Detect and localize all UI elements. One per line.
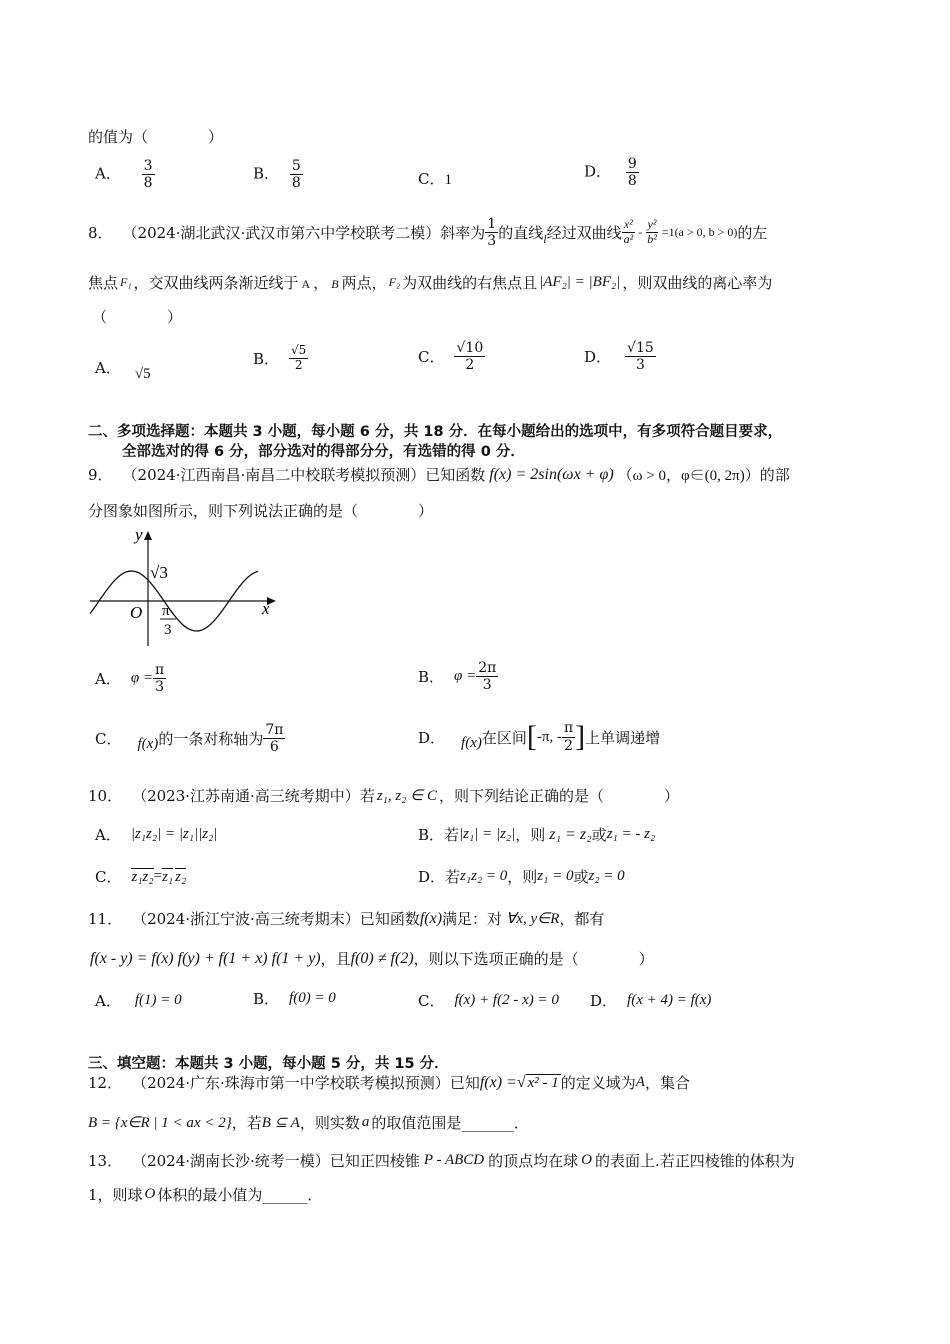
q13-line2	[88, 1184, 322, 1205]
option-label: C．	[418, 348, 445, 367]
q10-option-b	[418, 824, 655, 845]
q10-source: （2023·江苏南通·高三统考期中）	[132, 787, 360, 805]
option-label: D．	[590, 992, 618, 1010]
q11-equation: f(x - y) = f(x) f(y) + f(1 + x) f(1 + y)	[90, 949, 321, 967]
tick-num: π	[162, 603, 170, 619]
q8-option-d	[584, 340, 656, 373]
q10-cond: z₁, z₂ ∈ C	[376, 788, 438, 804]
line-var: l	[543, 232, 547, 247]
option-pre: 若	[445, 868, 461, 886]
option-label: A．	[95, 670, 121, 689]
hyp-b2: b²	[647, 232, 657, 247]
q11-line2	[90, 948, 654, 969]
q7-option-a	[95, 158, 155, 191]
q8-option-b	[253, 344, 308, 373]
q12-subset: B ⊆ A	[261, 1115, 300, 1131]
q10-line1	[88, 785, 679, 806]
option-label: A．	[95, 826, 121, 844]
q11-ineq: f(0) ≠ f(2)	[350, 949, 414, 967]
frac-den: 2	[294, 357, 303, 372]
frac-den: 8	[291, 175, 301, 192]
q9-sine-graph	[86, 522, 286, 648]
option-label: A．	[95, 164, 121, 183]
slope-den: 3	[487, 233, 497, 250]
q11-text4: ，且	[320, 950, 351, 968]
q11-option-b	[253, 988, 336, 1009]
y-label: y	[135, 525, 143, 544]
q11-func: f(x)	[419, 909, 443, 927]
option-label: C．	[418, 992, 445, 1010]
q8-text3: 经过双曲线	[546, 224, 622, 243]
option-lhs: f(x)	[461, 734, 482, 751]
q13-pyramid: P - ABCD	[423, 1152, 485, 1168]
q8-text4: 的左	[737, 224, 768, 243]
q13-line2b: 体积的最小值为______．	[157, 1186, 323, 1204]
frac-num: 5	[291, 158, 301, 174]
q11-number: 11．	[88, 910, 123, 928]
option-tail: 上单调递增	[585, 728, 661, 747]
option-label: B．	[418, 668, 445, 687]
hyp-x2: x²	[623, 217, 633, 232]
q12-text6: 的取值范围是_______．	[371, 1114, 529, 1132]
conj-z2: z₂	[175, 868, 187, 885]
q8-cond: |AF₂| = |BF₂|	[539, 274, 621, 290]
section-3-line1: 三、填空题：本题共 3 小题，每小题 5 分，共 15 分．	[88, 1056, 449, 1072]
q12-text2: 的定义域为	[560, 1074, 636, 1092]
q13-line2a: 1，则球	[88, 1186, 143, 1204]
q8-line2a: 焦点	[88, 274, 119, 292]
option-label: C．	[95, 730, 122, 749]
point-a: A	[301, 277, 311, 291]
frac-den: 8	[143, 175, 153, 192]
q9-source: （2024·江西南昌·南昌二中校联考模拟预测）	[122, 466, 426, 484]
option-or: 或	[591, 826, 607, 844]
frac-num: √10	[456, 340, 484, 356]
q8-line2c: 两点，	[341, 274, 387, 292]
frac-den: 6	[269, 739, 279, 756]
frac-num: 9	[627, 156, 637, 172]
q9-func: f(x) = 2sin(ωx + φ)	[489, 465, 614, 483]
frac-num: π	[155, 662, 165, 678]
conj-z1: z₁	[162, 868, 174, 885]
q7-option-c	[418, 168, 452, 189]
q8-text1: 斜率为	[440, 224, 486, 243]
hyp-rhs: =1(a > 0, b > 0)	[661, 225, 738, 240]
q12-text3: ，集合	[644, 1074, 690, 1092]
q11-text1: 已知函数	[359, 910, 420, 928]
q12-text4: ，若	[231, 1114, 262, 1132]
option-expr: |z₁| = |z₂|	[459, 826, 516, 842]
q10-option-c	[95, 866, 186, 887]
q8-option-c	[418, 340, 485, 373]
option-expr3: z₁ = - z₂	[606, 826, 656, 842]
option-pre: 若	[444, 826, 460, 844]
option-lhs: φ =	[130, 670, 154, 687]
q11-forall: ∀x, y∈R	[506, 911, 560, 927]
q10-number: 10．	[88, 787, 123, 805]
q12-set-a: A	[635, 1074, 645, 1090]
option-label: D．	[584, 162, 612, 181]
q9-line2: 分图象如图所示，则下列说法正确的是（ ）	[88, 502, 434, 520]
frac-num: 2π	[478, 660, 497, 676]
q13-sphere-o: O	[581, 1152, 592, 1168]
q11-text2: 满足：对	[442, 910, 503, 928]
option-label: D．	[418, 728, 446, 747]
option-label: B．	[253, 164, 280, 183]
q8-number: 8．	[88, 224, 113, 243]
q8-option-a	[95, 352, 151, 383]
q8-text2: 的直线	[498, 224, 544, 243]
f1: F₁	[120, 275, 132, 289]
intercept-label: √3	[150, 563, 168, 582]
q8-source: （2024·湖北武汉·武汉市第六中学校联考二模）	[122, 224, 441, 243]
q8-bracket: （ ）	[92, 308, 183, 326]
q11-line1	[88, 908, 604, 929]
origin-label: O	[130, 603, 143, 622]
option-lhs: f(x)	[137, 736, 159, 753]
q9-option-b	[418, 660, 498, 693]
q12-radicand: x² - 1	[527, 1074, 559, 1091]
frac-den: 8	[627, 173, 637, 190]
option-label: B．	[418, 826, 445, 844]
frac-den: 2	[465, 357, 475, 374]
frac-den: 3	[155, 679, 165, 696]
option-label: A．	[95, 359, 121, 377]
option-expr: f(1) = 0	[134, 992, 182, 1008]
option-value: √5	[134, 366, 151, 382]
q13-number: 13．	[88, 1152, 123, 1170]
q11-option-a	[95, 990, 182, 1011]
q7-option-d	[584, 156, 639, 189]
section-2-line1: 二、多项选择题：本题共 3 小题，每小题 6 分，共 18 分．在每小题给出的选项中，有多项符合题目要求，	[88, 424, 783, 440]
point-b: B	[331, 277, 339, 291]
q12-set-b: B = {x∈R | 1 < ax < 2}	[88, 1115, 232, 1131]
q8-line2	[88, 272, 772, 293]
q13-text1: 已知正四棱锥	[329, 1152, 420, 1170]
option-label: B．	[253, 349, 280, 368]
q8-line2e: ，则双曲线的离心率为	[622, 274, 773, 292]
q9-option-c	[95, 722, 285, 755]
q11-source: （2024·浙江宁波·高三统考期末）	[132, 910, 360, 928]
option-expr: f(0) = 0	[289, 990, 336, 1006]
hyp-y2: y²	[647, 217, 657, 232]
q10-text2: ，则下列结论正确的是（ ）	[439, 787, 680, 805]
q8-line2b: ，交双曲线两条渐近线于	[133, 274, 299, 292]
y-axis-arrow	[144, 531, 152, 540]
option-expr3: z₂ = 0	[588, 868, 625, 884]
option-expr: f(x) + f(2 - x) = 0	[454, 992, 559, 1008]
slope-num: 1	[487, 216, 497, 232]
frac-den: 3	[635, 357, 645, 374]
q12-text1: 已知	[449, 1074, 480, 1092]
q9-number: 9．	[88, 466, 113, 484]
q7-option-b	[253, 158, 303, 191]
q9-text2: 的部	[759, 466, 790, 484]
frac-num: √5	[291, 343, 307, 357]
q10-option-d	[418, 866, 625, 887]
option-or: 或	[573, 868, 589, 886]
q11-option-c	[418, 990, 559, 1011]
option-lhs: φ =	[454, 668, 477, 685]
option-mid: ，则	[515, 826, 546, 844]
option-expr: f(x + 4) = f(x)	[627, 992, 712, 1008]
q12-text5: ，则实数	[299, 1114, 360, 1132]
option-label: D．	[418, 868, 446, 886]
q13-source: （2024·湖南长沙·统考一模）	[132, 1152, 330, 1170]
q12-number: 12．	[88, 1074, 123, 1092]
option-label: D．	[584, 348, 612, 367]
tick-den: 3	[164, 622, 172, 638]
frac-num: 7π	[265, 722, 284, 738]
option-label: B．	[253, 990, 280, 1008]
q12-var-a: a	[361, 1114, 370, 1130]
q9-line1	[88, 464, 790, 485]
option-value: 1	[444, 172, 452, 188]
q8-line2d: 为双曲线的右焦点且	[402, 274, 538, 292]
option-label: C．	[95, 868, 122, 886]
option-interval: -π, -	[536, 728, 562, 745]
frac-num: π	[563, 720, 574, 737]
q10-text1: 若	[359, 787, 375, 805]
q7-tail: 的值为（ ）	[88, 128, 224, 146]
option-mid: ，则	[507, 868, 538, 886]
option-expr: z₁z₂ = 0	[460, 868, 508, 884]
frac-num: 3	[143, 158, 153, 174]
hyp-a2: a²	[623, 232, 634, 247]
option-label: C．	[418, 170, 445, 188]
option-eq: =	[153, 868, 163, 884]
q12-source: （2024·广东·珠海市第一中学校联考模拟预测）	[132, 1074, 450, 1092]
q12-line1: 12． （2024·广东·珠海市第一中学校联考模拟预测） 已知 f(x) = √ x² - 1 的定义域为 A ，集合	[88, 1073, 690, 1092]
option-text: 在区间	[481, 728, 527, 747]
frac-den: 2	[564, 737, 574, 754]
frac-den: 3	[482, 677, 492, 694]
q13-line1	[88, 1150, 795, 1171]
q10-option-a	[95, 824, 217, 845]
option-expr2: z₁ = 0	[537, 868, 574, 884]
q12-func: f(x) =	[479, 1073, 517, 1091]
q11-text3: ，都有	[559, 910, 605, 928]
q13-text3: 的表面上.若正四棱锥的体积为	[594, 1152, 795, 1170]
conj-lhs: z₁z₂	[131, 868, 154, 885]
frac-num: √15	[627, 340, 654, 356]
q9-option-d: D． f(x) 在区间 [ -π, - $\frac{\pi}{2}$ ] 上单调递增	[418, 720, 661, 754]
option-text: 的一条对称轴为	[158, 730, 264, 749]
q8-comma: ，	[313, 274, 329, 292]
q9-cond: （ω > 0，φ∈(0, 2π)）	[617, 468, 760, 484]
option-label: A．	[95, 992, 121, 1010]
q13-sphere-o-2: O	[144, 1186, 156, 1202]
f2: F₂	[388, 275, 401, 289]
q12-line2	[88, 1112, 529, 1133]
section-2-line2: 全部选对的得 6 分，部分选对的得部分分，有选错的得 0 分．	[122, 444, 525, 460]
option-expr2: z₁ = z₂	[549, 825, 592, 843]
q11-option-d	[590, 990, 711, 1011]
x-label: x	[262, 599, 270, 618]
q9-text1: 已知函数	[425, 466, 486, 484]
q13-text2: 的顶点均在球	[488, 1152, 579, 1170]
option-expr: |z₁z₂| = |z₁||z₂|	[130, 826, 218, 842]
q8-line1: 8． （2024·湖北武汉·武汉市第六中学校联考二模） 斜率为 $\frac{1}{3}$ 的直线 l 经过双曲线 $\frac{\text{x²}}{\text{a²}}$ - $\frac{\text{y²}}{\text{b²}}$ =1(a > 0, b > 0) 的左	[88, 216, 768, 250]
q9-option-a	[95, 662, 166, 695]
q11-text5: ，则以下选项正确的是（ ）	[413, 950, 654, 968]
